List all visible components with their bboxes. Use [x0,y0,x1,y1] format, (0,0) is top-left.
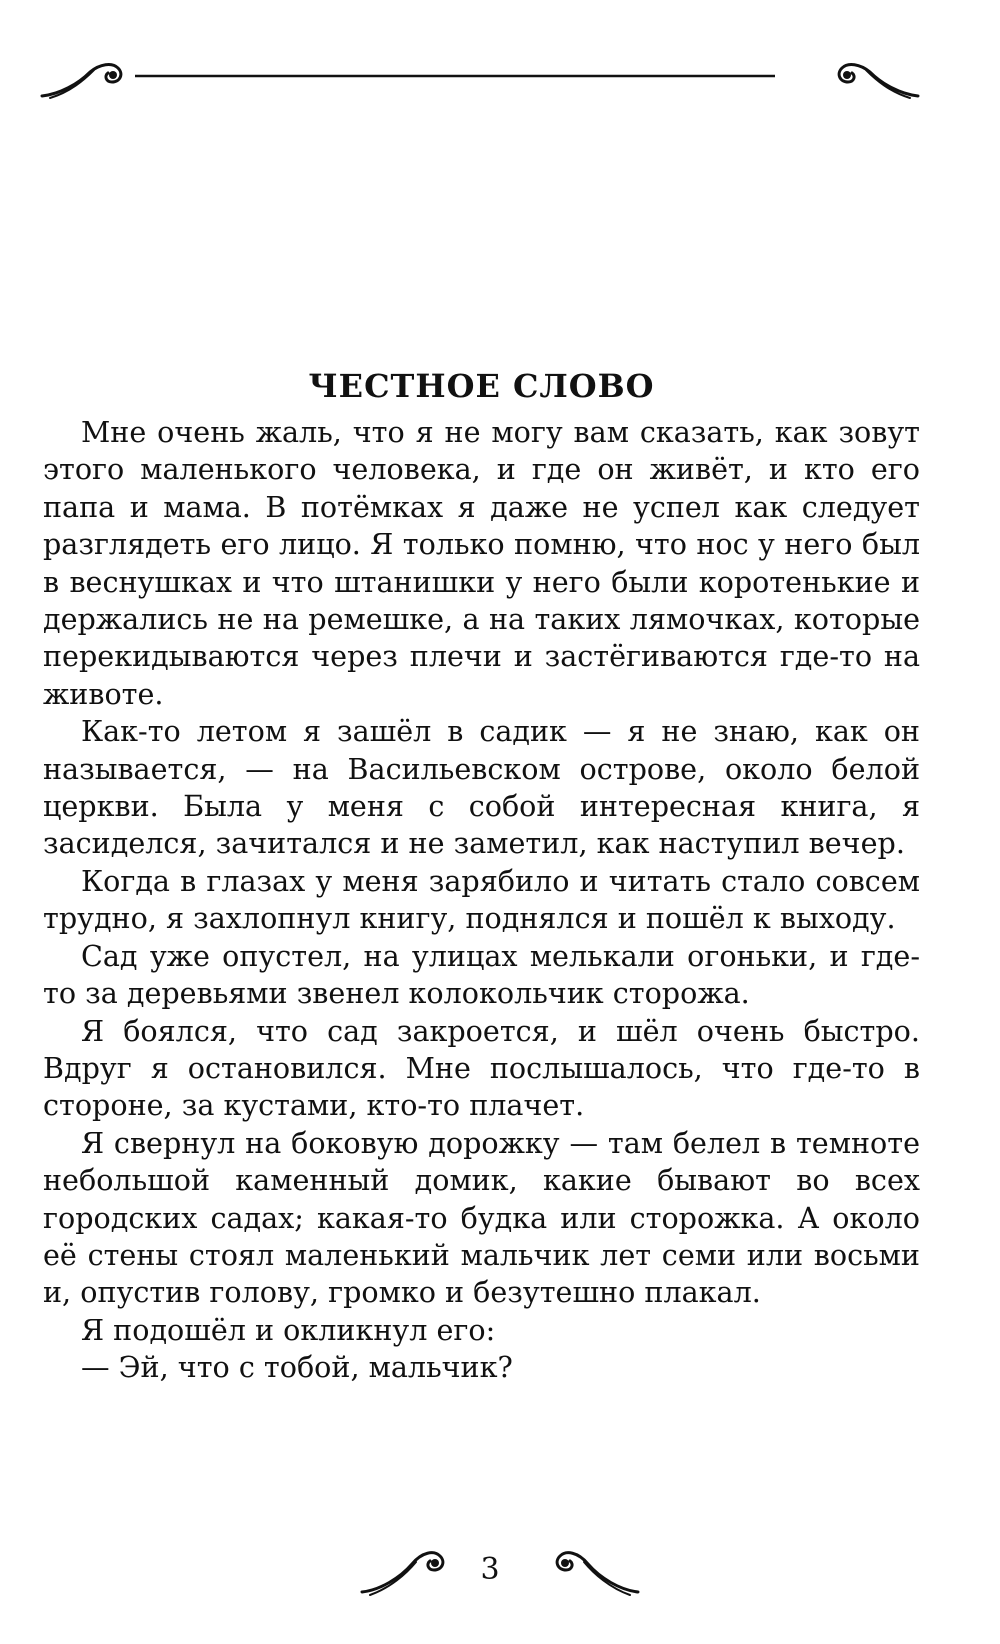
right-scroll-ornament-icon [839,65,918,98]
paragraph: — Эй, что с тобой, мальчик? [81,1350,513,1385]
top-ornament-rule [40,58,920,118]
paragraph: Я подошёл и окликнул его: [81,1312,496,1347]
left-scroll-ornament-icon [42,65,121,98]
paragraph: Сад уже опустел, на улицах мелькали огоньки, и где-то за деревьями звенел колокольчик сторожа. [43,938,920,1011]
page-footer [0,1540,1000,1610]
page-number: 3 [480,1552,500,1587]
footer-right-scroll-icon [557,1553,638,1595]
paragraph: Когда в глазах у меня зарябило и читать стало совсем трудно, я захлопнул книгу, поднялся и пошёл к выходу. [43,863,920,936]
paragraph: Я боялся, что сад закроется, и шёл очень быстро. Вдруг я остановился. Мне послышалось, что где-то в стороне, за кустами, кто-то плачет. [43,1013,920,1123]
footer-left-scroll-icon [362,1553,443,1595]
page-body [43,360,920,1387]
paragraph: Мне очень жаль, что я не могу вам сказать, как зовут этого маленького человека, и где он живёт, и кто его папа и мама. В потёмках я даже не успел как следует разглядеть его лицо. Я только помню, что нос у него был в веснушках и что штанишки у него были коротенькие и держались не на ремешке, а на таких лямочках, которые перекидываются через плечи и застёгиваются где-то на животе. [43,415,920,711]
chapter-title: ЧЕСТНОЕ СЛОВО [308,367,655,405]
paragraph: Я свернул на боковую дорожку — там белел в темноте небольшой каменный домик, какие бывают во всех городских садах; какая-то будка или сторожка. А около её стены стоял маленький мальчик лет семи или восьми и, опустив голову, громко и безутешно плакал. [43,1125,920,1310]
paragraph: Как-то летом я зашёл в садик — я не знаю, как он называется, — на Васильевском острове, около белой церкви. Была у меня с собой интересная книга, я засиделся, зачитался и не заметил, как наступил вечер. [43,714,920,861]
